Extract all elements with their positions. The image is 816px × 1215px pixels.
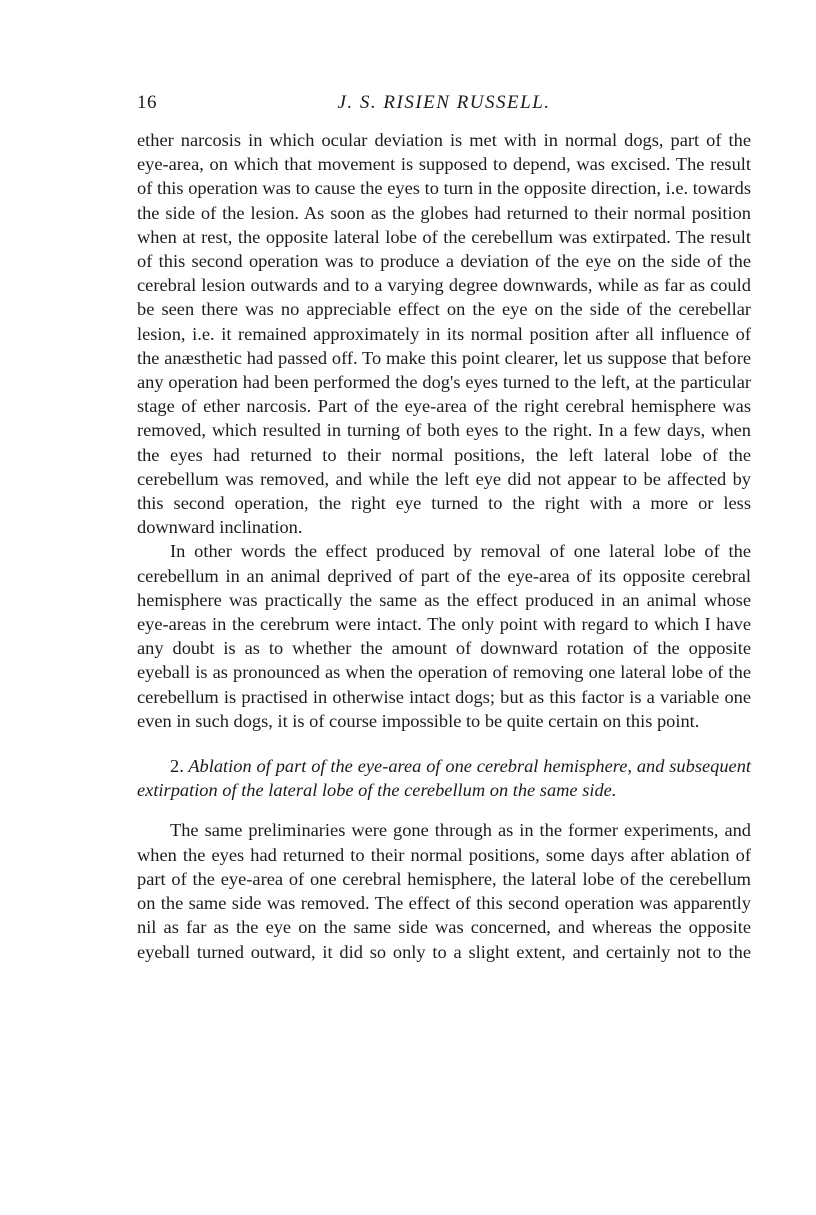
page (137, 88, 751, 964)
running-title: J. S. RISIEN RUSSELL. (337, 92, 551, 113)
body-paragraph-1: ether narcosis in which ocular deviation is met with in normal dogs, part of the eye-area, on which that movement is supposed to depend, was excised. The result of this operation was to cause the eyes to turn in the opposite direction, i.e. towards the side of the lesion. As soon as the globes had returned to their normal position when at rest, the opposite lateral lobe of the cerebellum was extirpated. The result of this second operation was to produce a deviation of the eye on the side of the cerebral lesion outwards and to a varying degree downwards, while as far as could be seen there was no appreciable effect on the eye on the side of the cerebellar lesion, i.e. it remained approximately in its normal position after all influence of the anæsthetic had passed off. To make this point clearer, let us suppose that before any operation had been performed the dog's eyes turned to the left, at the particular stage of ether narcosis. Part of the eye-area of the right cerebral hemisphere was removed, which resulted in turning of both eyes to the right. In a few days, when the eyes had returned to their normal positions, the left lateral lobe of the cerebellum was removed, and while the left eye did not appear to be affected by this second operation, the right eye turned to the right with a more or less downward inclination. (137, 130, 751, 538)
section-paragraph: The same preliminaries were gone through as in the former experiments, and when the eyes had returned to their normal positions, some days after ablation of part of the eye-area of one cerebral hemisphere, the lateral lobe of the cerebellum on the same side was removed. The effect of this second operation was apparently nil as far as the eye on the same side was concerned, and whereas the opposite eyeball turned outward, it did so only to a slight extent, and certainly not to the (137, 820, 751, 962)
section-heading (137, 754, 751, 802)
page-number: 16 (137, 92, 157, 113)
body-paragraph-2: In other words the effect produced by removal of one lateral lobe of the cerebellum in an animal deprived of part of the eye-area of its opposite cerebral hemisphere was practically the same as the effect produced in an animal whose eye-areas in the cerebrum were intact. The only point with regard to which I have any doubt is as to whether the amount of downward rotation of the opposite eyeball is as pronounced as when the operation of removing one lateral lobe of the cerebellum is practised in otherwise intact dogs; but as this factor is a variable one even in such dogs, it is of course impossible to be quite certain on this point. (137, 541, 751, 731)
section-heading-text: Ablation of part of the eye-area of one cerebral hemisphere, and subsequent extirpation of the lateral lobe of the cerebellum on the same side. (137, 756, 751, 801)
section-number: 2. (170, 756, 184, 777)
running-head (137, 88, 751, 122)
